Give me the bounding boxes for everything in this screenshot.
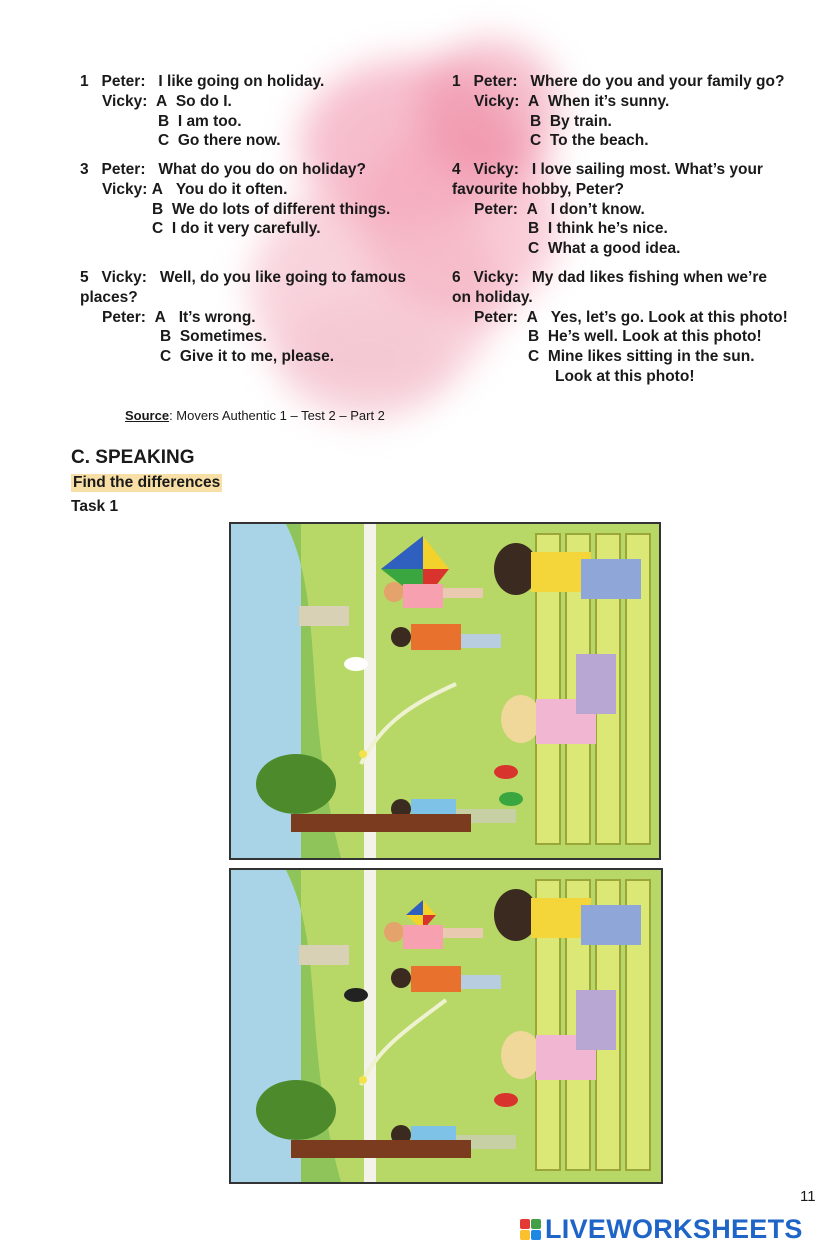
- picture-2: [229, 868, 663, 1184]
- parrots: [494, 1093, 518, 1107]
- source-citation: Source: Movers Authentic 1 – Test 2 – Part 2: [125, 408, 385, 423]
- question-3: 3 Peter: What do you do on holiday? Vicky: A You do it often. B We do lots of different things. C I do it very carefully.: [80, 161, 391, 238]
- question-4: 4 Vicky: I love sailing most. What’s your favourite hobby, Peter? Peter: A I don’t know. B I think he’s nice. C What a good idea.: [452, 161, 763, 258]
- question-6: 6 Vicky: My dad likes fishing when we’re on holiday. Peter: A Yes, let’s go. Look at this photo! B He’s well. Look at this photo! C Mine likes sitting in the sun. Look at this photo!: [452, 269, 788, 385]
- question-1-left: 1 Peter: I like going on holiday. Vicky: A So do I. B I am too. C Go there now.: [80, 73, 325, 150]
- question-5: 5 Vicky: Well, do you like going to famous places? Peter: A It’s wrong. B Sometimes. C Give it to me, please.: [80, 269, 406, 366]
- task-label: Task 1: [71, 498, 119, 515]
- liveworksheets-logo[interactable]: [520, 1214, 803, 1245]
- page-number: 11: [800, 1188, 816, 1205]
- section-heading: C. SPEAKING: [71, 447, 195, 468]
- liveworksheets-icon: [520, 1219, 541, 1240]
- picture-1: [229, 522, 661, 860]
- park-scene-illustration-2: [231, 870, 661, 1182]
- brand-name: LIVEWORKSHEETS: [545, 1214, 803, 1244]
- park-scene-illustration-1: [231, 524, 659, 858]
- question-1-right: 1 Peter: Where do you and your family go? Vicky: A When it’s sunny. B By train. C To the beach.: [452, 73, 785, 150]
- find-differences-heading: Find the differences: [73, 474, 221, 491]
